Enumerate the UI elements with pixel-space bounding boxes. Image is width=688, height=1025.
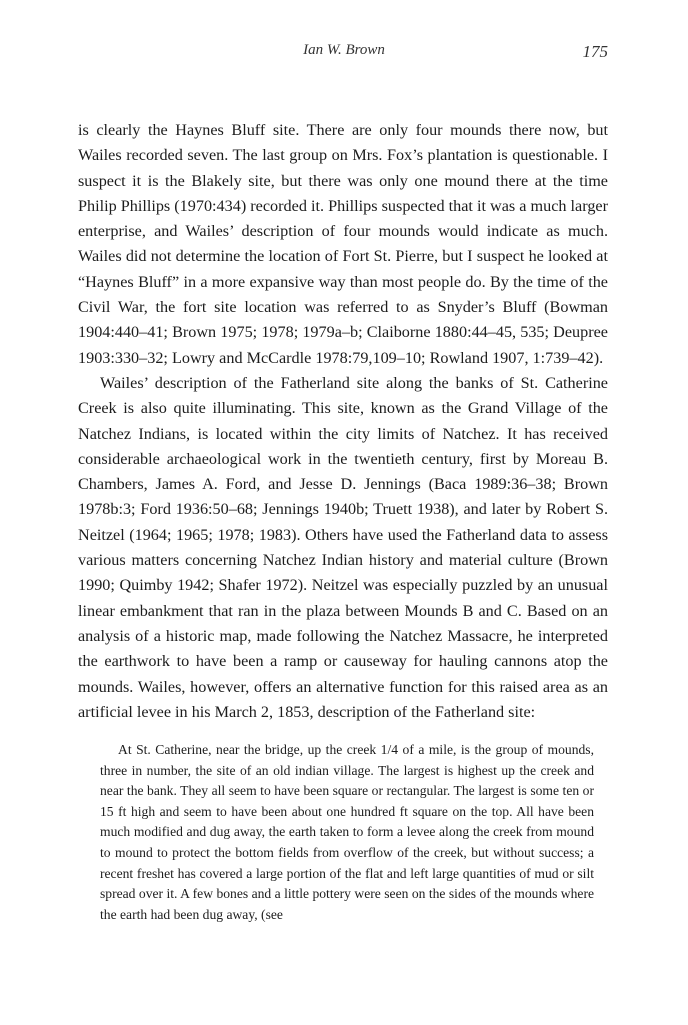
body-text [78,118,608,725]
page-number: 175 [582,42,608,61]
running-head [0,42,688,66]
block-quote [100,740,594,925]
paragraph: is clearly the Haynes Bluff site. There are only four mounds there now, but Wailes recorded seven. The last group on Mrs. Fox’s plantation is questionable. I suspect it is the Blakely site, but there was only one mound there at the time Philip Phillips (1970:434) recorded it. Phillips suspected that it was a much larger enterprise, and Wailes’ description of four mounds would indicate as much. Wailes did not determine the location of Fort St. Pierre, but I suspect he looked at “Haynes Bluff” in a more expansive way than most people do. By the time of the Civil War, the fort site location was referred to as Snyder’s Bluff (Bowman 1904:440–41; Brown 1975; 1978; 1979a–b; Claiborne 1880:44–45, 535; Deupree 1903:330–32; Lowry and McCardle 1978:79,109–10; Rowland 1907, 1:739–42). [78,121,608,367]
paragraph: Wailes’ description of the Fatherland site along the banks of St. Catherine Creek is also quite illuminating. This site, known as the Grand Village of the Natchez Indians, is located within the city limits of Natchez. It has received considerable archaeological work in the twentieth century, first by Moreau B. Chambers, James A. Ford, and Jesse D. Jennings (Baca 1989:36–38; Brown 1978b:3; Ford 1936:50–68; Jennings 1940b; Truett 1938), and later by Robert S. Neitzel (1964; 1965; 1978; 1983). Others have used the Fatherland data to assess various matters concerning Natchez Indian history and material culture (Brown 1990; Quimby 1942; Shafer 1972). Neitzel was especially puzzled by an unusual linear embankment that ran in the plaza between Mounds B and C. Based on an analysis of a historic map, made following the Natchez Massacre, he interpreted the earthwork to have been a ramp or causeway for hauling cannons atop the mounds. Wailes, however, offers an alternative function for this raised area as an artificial levee in his March 2, 1853, description of the Fatherland site: [78,373,608,721]
block-quote-text: At St. Catherine, near the bridge, up the creek 1/4 of a mile, is the group of mounds, three in number, the site of an old indian village. The largest is highest up the creek and near the bank. They all seem to have been square or rectangular. The largest is some ten or 15 ft high and seem to have been about one hundred ft square on the top. All have been much modified and dug away, the earth taken to form a levee along the creek from mound to mound to protect the bottom fields from overflow of the creek, but without success; a recent freshet has covered a large portion of the flat and left large quantities of mud or silt spread over it. A few bones and a little pottery were seen on the sides of the mounds where the earth had been dug away, (see [100,742,594,922]
running-head-author: Ian W. Brown [303,42,385,58]
